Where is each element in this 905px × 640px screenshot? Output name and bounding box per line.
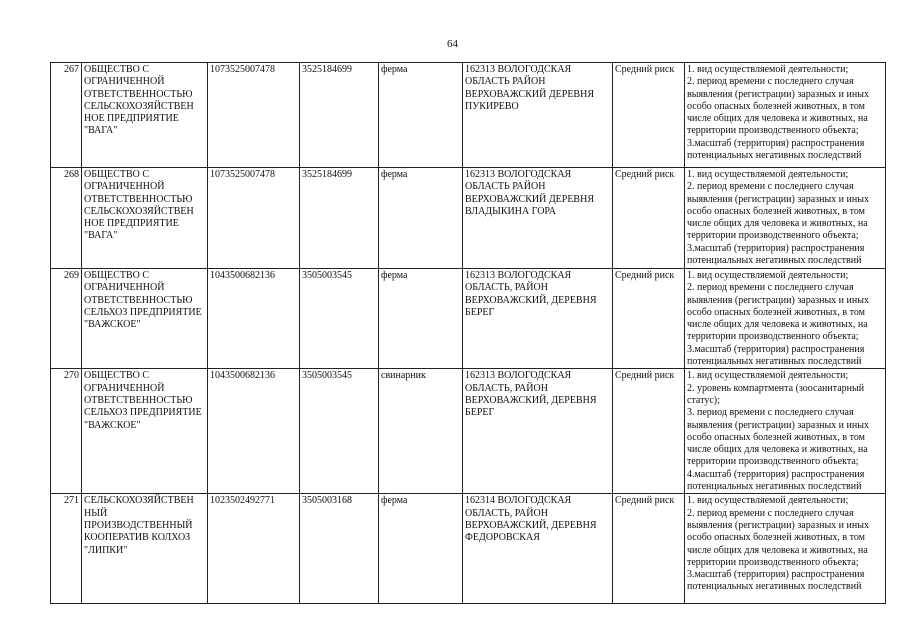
criteria-item: 3.масштаб (территория) распространения потенциальных негативных последствий: [687, 242, 865, 267]
object-type: ферма: [379, 63, 463, 168]
object-address: 162313 ВОЛОГОДСКАЯ ОБЛАСТЬ, РАЙОН ВЕРХОВАЖСКИЙ, ДЕРЕВНЯ БЕРЕГ: [463, 369, 613, 494]
criteria-item: 1. вид осуществляемой деятельности;: [687, 169, 849, 180]
criteria-item: 2. период времени с последнего случая выявления (регистрации) заразных и иных особо опасных болезней животных, в том числе общих для человека и животных, на территории производственного объекта;: [687, 76, 869, 137]
table-row: [51, 63, 886, 168]
risk-criteria: [685, 369, 886, 494]
criteria-item: 4.масштаб (территория) распространения потенциальных негативных последствий: [687, 468, 865, 493]
organization-name: ОБЩЕСТВО С ОГРАНИЧЕННОЙ ОТВЕТСТВЕННОСТЬЮ СЕЛЬХОЗ ПРЕДПРИЯТИЕ "ВАЖСКОЕ": [82, 269, 208, 369]
criteria-item: 1. вид осуществляемой деятельности;: [687, 64, 849, 75]
criteria-item: 3.масштаб (территория) распространения потенциальных негативных последствий: [687, 137, 865, 162]
inn-value: 3505003545: [300, 269, 379, 369]
criteria-item: 2. период времени с последнего случая выявления (регистрации) заразных и иных особо опасных болезней животных, в том числе общих для человека и животных, на территории производственного объекта;: [687, 181, 869, 242]
row-number: 267: [51, 63, 82, 168]
row-number: 270: [51, 369, 82, 494]
criteria-item: 1. вид осуществляемой деятельности;: [687, 370, 849, 382]
object-address: 162313 ВОЛОГОДСКАЯ ОБЛАСТЬ РАЙОН ВЕРХОВАЖСКИЙ ДЕРЕВНЯ ПУКИРЕВО: [463, 63, 613, 168]
page-number: 64: [447, 38, 458, 50]
object-address: 162313 ВОЛОГОДСКАЯ ОБЛАСТЬ, РАЙОН ВЕРХОВАЖСКИЙ, ДЕРЕВНЯ БЕРЕГ: [463, 269, 613, 369]
criteria-item: 1. вид осуществляемой деятельности;: [687, 495, 849, 507]
object-type: ферма: [379, 269, 463, 369]
criteria-item: 3.масштаб (территория) распространения потенциальных негативных последствий: [687, 343, 865, 368]
table-row: [51, 168, 886, 269]
risk-criteria: [685, 269, 886, 369]
ogrn-value: 1023502492771: [208, 494, 300, 604]
registry-table: [50, 62, 886, 604]
risk-category: Средний риск: [613, 269, 685, 369]
criteria-item: 3.масштаб (территория) распространения потенциальных негативных последствий: [687, 569, 865, 593]
organization-name: ОБЩЕСТВО С ОГРАНИЧЕННОЙ ОТВЕТСТВЕННОСТЬЮ СЕЛЬСКОХОЗЯЙСТВЕН НОЕ ПРЕДПРИЯТИЕ "ВАГА": [82, 63, 208, 168]
ogrn-value: 1043500682136: [208, 269, 300, 369]
object-type: ферма: [379, 168, 463, 269]
organization-name: ОБЩЕСТВО С ОГРАНИЧЕННОЙ ОТВЕТСТВЕННОСТЬЮ СЕЛЬСКОХОЗЯЙСТВЕН НОЕ ПРЕДПРИЯТИЕ "ВАГА": [82, 168, 208, 269]
risk-category: Средний риск: [613, 494, 685, 604]
inn-value: 3505003545: [300, 369, 379, 494]
risk-category: Средний риск: [613, 63, 685, 168]
criteria-item: 2. уровень компартмента (зоосанитарный статус);: [687, 382, 865, 406]
risk-criteria: [685, 63, 886, 168]
table-row: [51, 269, 886, 369]
inn-value: 3525184699: [300, 63, 379, 168]
inn-value: 3525184699: [300, 168, 379, 269]
inn-value: 3505003168: [300, 494, 379, 604]
object-address: 162314 ВОЛОГОДСКАЯ ОБЛАСТЬ, РАЙОН ВЕРХОВАЖСКИЙ, ДЕРЕВНЯ ФЕДОРОВСКАЯ: [463, 494, 613, 604]
criteria-item: 3. период времени с последнего случая выявления (регистрации) заразных и иных особо опасных болезней животных, в том числе общих для человека и животных, на территории производственного объекта;: [687, 407, 869, 468]
table-row: [51, 369, 886, 494]
organization-name: ОБЩЕСТВО С ОГРАНИЧЕННОЙ ОТВЕТСТВЕННОСТЬЮ СЕЛЬХОЗ ПРЕДПРИЯТИЕ "ВАЖСКОЕ": [82, 369, 208, 494]
row-number: 268: [51, 168, 82, 269]
ogrn-value: 1043500682136: [208, 369, 300, 494]
risk-criteria: [685, 494, 886, 604]
criteria-item: 2. период времени с последнего случая выявления (регистрации) заразных и иных особо опасных болезней животных, в том числе общих для человека и животных, на территории производственного объекта;: [687, 282, 869, 343]
ogrn-value: 1073525007478: [208, 168, 300, 269]
risk-category: Средний риск: [613, 369, 685, 494]
risk-category: Средний риск: [613, 168, 685, 269]
object-address: 162313 ВОЛОГОДСКАЯ ОБЛАСТЬ РАЙОН ВЕРХОВАЖСКИЙ ДЕРЕВНЯ ВЛАДЫКИНА ГОРА: [463, 168, 613, 269]
row-number: 271: [51, 494, 82, 604]
criteria-item: 2. период времени с последнего случая выявления (регистрации) заразных и иных особо опасных болезней животных, в том числе общих для человека и животных, на территории производственного объекта;: [687, 507, 869, 568]
risk-criteria: [685, 168, 886, 269]
table-row: [51, 494, 886, 604]
object-type: свинарник: [379, 369, 463, 494]
ogrn-value: 1073525007478: [208, 63, 300, 168]
row-number: 269: [51, 269, 82, 369]
organization-name: СЕЛЬСКОХОЗЯЙСТВЕН НЫЙ ПРОИЗВОДСТВЕННЫЙ КООПЕРАТИВ КОЛХОЗ "ЛИПКИ": [82, 494, 208, 604]
object-type: ферма: [379, 494, 463, 604]
criteria-item: 1. вид осуществляемой деятельности;: [687, 270, 849, 281]
